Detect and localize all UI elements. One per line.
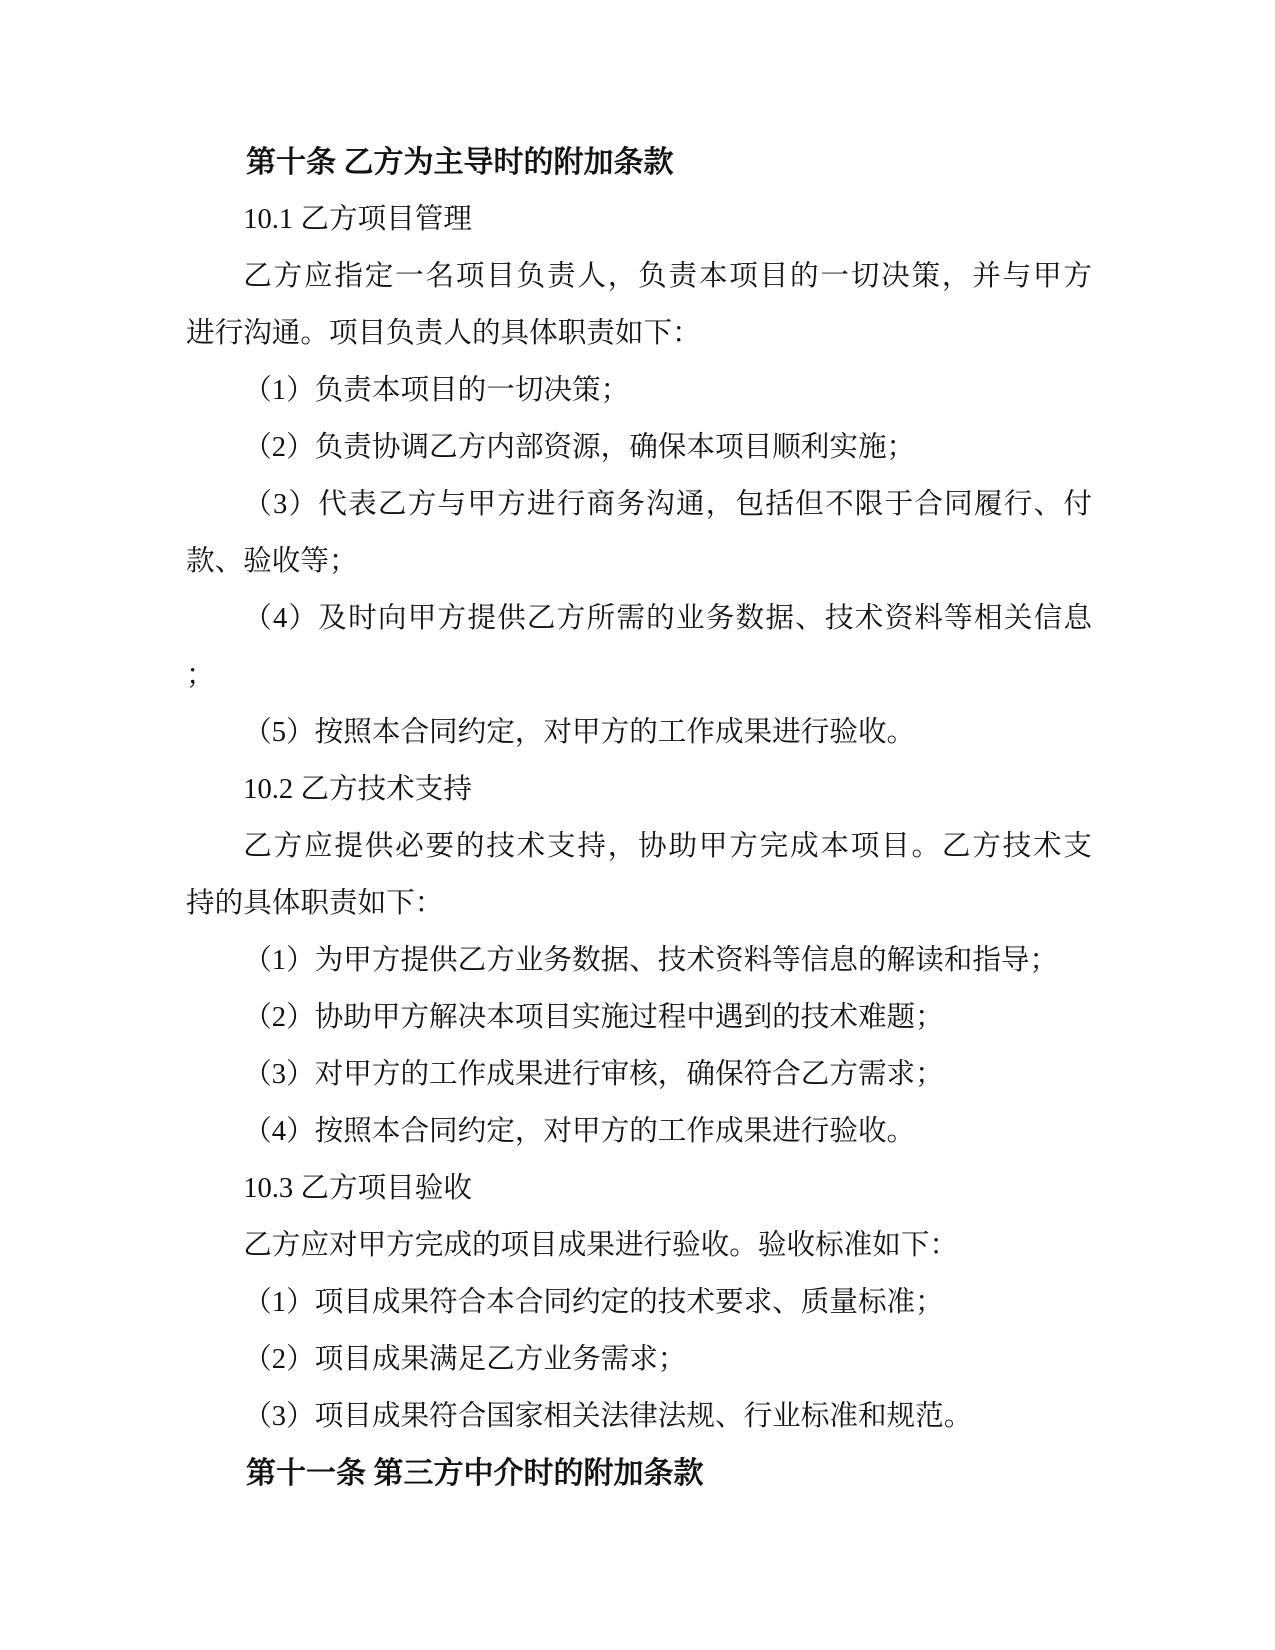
clause-10-2-item-2: （2）协助甲方解决本项目实施过程中遇到的技术难题； — [243, 1002, 944, 1033]
article-11-heading: 第十一条 第三方中介时的附加条款 — [246, 1457, 704, 1490]
clause-10-2-item-1: （1）为甲方提供乙方业务数据、技术资料等信息的解读和指导； — [243, 945, 1059, 976]
clause-10-1-item-3-line-1: （3）代表乙方与甲方进行商务沟通，包括但不限于合同履行、付 — [243, 489, 1092, 520]
clause-10-3-paragraph: 乙方应对甲方完成的项目成果进行验收。验收标准如下： — [243, 1230, 959, 1261]
clause-10-1-paragraph-line-2: 进行沟通。项目负责人的具体职责如下： — [186, 318, 701, 349]
clause-10-2-item-4: （4）按照本合同约定，对甲方的工作成果进行验收。 — [243, 1116, 916, 1147]
clause-10-3-item-3: （3）项目成果符合国家相关法律法规、行业标准和规范。 — [243, 1401, 973, 1432]
clause-10-1-item-3-line-2: 款、验收等； — [186, 546, 358, 577]
clause-10-1-title: 10.1 乙方项目管理 — [243, 204, 472, 235]
clause-10-1-item-5: （5）按照本合同约定，对甲方的工作成果进行验收。 — [243, 717, 916, 748]
clause-10-2-paragraph-line-2: 持的具体职责如下： — [186, 888, 444, 919]
clause-10-2-item-3: （3）对甲方的工作成果进行审核，确保符合乙方需求； — [243, 1059, 944, 1090]
clause-10-1-paragraph-line-1: 乙方应指定一名项目负责人，负责本项目的一切决策，并与甲方 — [243, 261, 1092, 292]
contract-text-block — [186, 134, 1092, 1502]
clause-10-3-item-1: （1）项目成果符合本合同约定的技术要求、质量标准； — [243, 1287, 944, 1318]
clause-10-1-item-1: （1）负责本项目的一切决策； — [243, 375, 630, 406]
clause-10-1-item-2: （2）负责协调乙方内部资源，确保本项目顺利实施； — [243, 432, 916, 463]
clause-10-2-paragraph-line-1: 乙方应提供必要的技术支持，协助甲方完成本项目。乙方技术支 — [243, 831, 1092, 862]
article-10-heading: 第十条 乙方为主导时的附加条款 — [246, 146, 674, 179]
clause-10-3-title: 10.3 乙方项目验收 — [243, 1173, 472, 1204]
clause-10-2-title: 10.2 乙方技术支持 — [243, 774, 472, 805]
clause-10-1-item-4-line-2: ； — [186, 660, 215, 691]
clause-10-1-item-4-line-1: （4）及时向甲方提供乙方所需的业务数据、技术资料等相关信息 — [243, 603, 1092, 634]
clause-10-3-item-2: （2）项目成果满足乙方业务需求； — [243, 1344, 687, 1375]
